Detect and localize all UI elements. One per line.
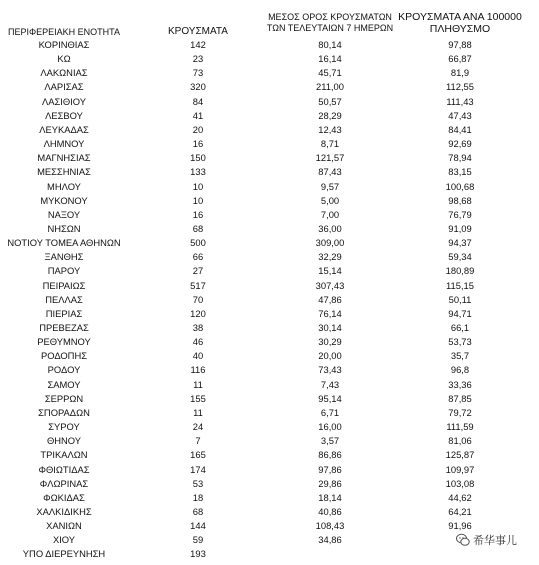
cases-cell: 18	[192, 491, 204, 503]
per100k-cell: 92,69	[448, 138, 472, 150]
region-cell: ΛΕΥΚΑΔΑΣ	[39, 123, 89, 135]
region-cell: ΛΑΣΙΘΙΟΥ	[41, 95, 87, 107]
avg-cell: 16,14	[318, 53, 342, 65]
avg-cell: 15,14	[318, 265, 342, 277]
table-row	[0, 250, 539, 264]
table-row	[0, 448, 539, 462]
avg-cell: 45,71	[318, 67, 342, 79]
per100k-cell: 64,21	[448, 505, 472, 517]
per100k-cell: 112,55	[446, 81, 474, 93]
cases-cell: 38	[192, 322, 204, 333]
per100k-cell: 78,94	[448, 152, 472, 164]
avg-cell: 47,86	[318, 293, 342, 305]
header-region: ΠΕΡΙΦΕΡΕΙΑΚΗ ΕΝΟΤΗΤΑ	[7, 27, 121, 37]
avg-cell: 307,43	[315, 279, 345, 291]
avg-cell: 121,57	[315, 152, 345, 164]
header-per100k-line2: ΠΛΗΘΥΣΜΟ	[429, 23, 491, 35]
avg-cell: 9,57	[320, 180, 340, 192]
avg-cell: 34,86	[318, 534, 342, 546]
cases-cell: 46	[192, 336, 204, 348]
table-row	[0, 335, 539, 349]
per100k-cell: 81,9	[450, 67, 470, 79]
avg-cell: 50,57	[318, 95, 342, 107]
cases-cell: 517	[190, 279, 206, 291]
per100k-cell: 103,08	[445, 477, 475, 489]
avg-cell: 6,71	[320, 406, 340, 418]
region-cell: ΦΘΙΩΤΙΔΑΣ	[38, 463, 90, 475]
region-cell: ΝΗΣΩΝ	[47, 222, 81, 234]
table-row	[0, 80, 539, 94]
region-cell: ΠΕΛΛΑΣ	[45, 293, 83, 305]
cases-cell: 500	[190, 237, 206, 249]
per100k-cell: 66,1	[450, 322, 470, 333]
cases-cell: 41	[192, 109, 204, 121]
per100k-cell: 83,15	[448, 166, 472, 178]
cases-cell: 16	[192, 208, 204, 220]
per100k-cell: 94,37	[448, 237, 472, 249]
table-row	[0, 264, 539, 278]
table-row	[0, 123, 539, 137]
cases-cell: 24	[192, 421, 204, 433]
watermark	[456, 531, 536, 549]
table-row	[0, 66, 539, 80]
cases-cell: 142	[190, 39, 206, 50]
table-row	[0, 165, 539, 179]
per100k-cell: 111,59	[446, 421, 474, 433]
cases-cell: 10	[192, 180, 204, 192]
per100k-cell: 76,79	[448, 208, 472, 220]
per100k-cell: 91,96	[448, 520, 472, 532]
watermark-text: 希华事儿	[473, 535, 517, 547]
avg-cell: 12,43	[318, 123, 342, 135]
table-row	[0, 378, 539, 392]
per100k-cell: 97,88	[448, 39, 472, 50]
cases-cell: 144	[190, 520, 206, 532]
per100k-cell: 87,85	[448, 392, 472, 404]
per100k-cell: 81,06	[448, 435, 472, 447]
per100k-cell: 125,87	[445, 449, 475, 461]
cases-cell: 20	[192, 123, 204, 135]
cases-cell: 53	[192, 477, 204, 489]
table-row	[0, 392, 539, 406]
per100k-cell: 180,89	[445, 265, 475, 277]
header-per100k	[395, 11, 525, 35]
region-cell: ΛΑΡΙΣΑΣ	[44, 81, 84, 93]
region-cell: ΦΛΩΡΙΝΑΣ	[39, 477, 89, 489]
region-cell: ΧΑΝΙΩΝ	[46, 520, 82, 532]
region-cell: ΡΕΘΥΜΝΟΥ	[37, 336, 91, 348]
table-row	[0, 420, 539, 434]
table-row	[0, 505, 539, 519]
per100k-cell: 115,15	[446, 279, 474, 291]
region-cell: ΛΑΚΩΝΙΑΣ	[40, 67, 88, 79]
cases-cell: 150	[190, 152, 206, 164]
region-cell: ΝΟΤΙΟΥ ΤΟΜΕΑ ΑΘΗΝΩΝ	[7, 237, 121, 249]
wechat-icon	[456, 533, 470, 547]
table-row	[0, 477, 539, 491]
table-row	[0, 222, 539, 236]
avg-cell: 16,00	[318, 421, 342, 433]
region-cell: ΚΟΡΙΝΘΙΑΣ	[38, 39, 90, 50]
cases-cell: 23	[192, 53, 204, 65]
avg-cell: 28,29	[318, 109, 342, 121]
region-cell: ΡΟΔΟΥ	[47, 364, 81, 376]
header-per100k-line1: ΚΡΟΥΣΜΑΤΑ ΑΝΑ 100000	[398, 11, 522, 23]
per100k-cell: 109,97	[445, 463, 475, 475]
region-cell: ΣΕΡΡΩΝ	[44, 392, 84, 404]
cases-cell: 10	[192, 194, 204, 206]
avg-cell: 87,43	[318, 166, 342, 178]
per100k-cell: 59,34	[448, 251, 472, 263]
avg-cell: 95,14	[318, 392, 342, 404]
per100k-cell: 111,43	[446, 95, 474, 107]
per100k-cell: 79,72	[448, 406, 472, 418]
per100k-cell: 84,41	[448, 123, 472, 135]
avg-cell: 18,14	[318, 491, 342, 503]
cases-cell: 70	[192, 293, 204, 305]
avg-cell: 30,14	[318, 322, 342, 333]
table-row	[0, 434, 539, 448]
region-cell: ΠΡΕΒΕΖΑΣ	[39, 322, 89, 333]
avg-cell: 211,00	[316, 81, 344, 93]
table-row	[0, 406, 539, 420]
avg-cell: 76,14	[318, 307, 342, 319]
region-cell: ΛΗΜΝΟΥ	[43, 138, 85, 150]
cases-cell: 16	[192, 138, 204, 150]
table-row	[0, 547, 539, 561]
cases-cell: 320	[190, 81, 206, 93]
cases-cell: 133	[190, 166, 206, 178]
avg-cell: 73,43	[318, 364, 342, 376]
per100k-cell: 33,36	[448, 378, 472, 390]
avg-cell: 8,71	[320, 138, 340, 150]
avg-cell: 5,00	[320, 194, 340, 206]
region-cell: ΧΙΟΥ	[52, 534, 76, 546]
region-cell: ΜΕΣΣΗΝΙΑΣ	[37, 166, 91, 178]
cases-cell: 193	[190, 548, 206, 560]
avg-cell: 97,86	[318, 463, 342, 475]
per100k-cell: 91,09	[448, 222, 472, 234]
header-avg-line1: ΜΕΣΟΣ ΟΡΟΣ ΚΡΟΥΣΜΑΤΩΝ	[268, 12, 392, 22]
region-cell: ΦΩΚΙΔΑΣ	[43, 491, 85, 503]
region-cell: ΤΡΙΚΑΛΩΝ	[40, 449, 88, 461]
table-row	[0, 236, 539, 250]
avg-cell: 7,00	[320, 208, 340, 220]
region-cell: ΣΑΜΟΥ	[47, 378, 81, 390]
avg-cell: 32,29	[318, 251, 342, 263]
region-cell: ΣΠΟΡΑΔΩΝ	[38, 406, 90, 418]
avg-cell: 86,86	[318, 449, 342, 461]
avg-cell: 3,57	[320, 435, 340, 447]
per100k-cell: 100,68	[445, 180, 475, 192]
region-cell: ΥΠΟ ΔΙΕΡΕΥΝΗΣΗ	[22, 548, 106, 560]
avg-cell: 7,43	[320, 378, 340, 390]
table-row	[0, 293, 539, 307]
table-row	[0, 52, 539, 66]
cases-cell: 11	[193, 378, 203, 390]
header-avg	[262, 12, 398, 34]
cases-cell: 7	[195, 435, 201, 447]
cases-cell: 116	[190, 364, 206, 376]
region-cell: ΚΩ	[57, 53, 71, 65]
header-cases: ΚΡΟΥΣΜΑΤΑ	[168, 26, 228, 37]
cases-cell: 68	[192, 505, 204, 517]
per100k-cell: 66,87	[448, 53, 472, 65]
cases-cell: 66	[192, 251, 204, 263]
region-cell: ΣΥΡΟΥ	[48, 421, 80, 433]
region-cell: ΘΗΝΟΥ	[46, 435, 82, 447]
cases-cell: 40	[192, 350, 204, 362]
avg-cell: 30,29	[318, 336, 342, 348]
table-row	[0, 194, 539, 208]
cases-cell: 27	[192, 265, 204, 277]
table-row	[0, 109, 539, 123]
avg-cell: 36,00	[318, 222, 342, 234]
region-cell: ΠΕΙΡΑΙΩΣ	[42, 279, 86, 291]
per100k-cell: 98,68	[448, 194, 472, 206]
cases-cell: 11	[193, 406, 203, 418]
table-row	[0, 208, 539, 222]
cases-cell: 59	[192, 534, 204, 546]
per100k-cell: 35,7	[450, 350, 470, 362]
table-row	[0, 137, 539, 151]
table-row	[0, 491, 539, 505]
region-cell: ΠΑΡΟΥ	[47, 265, 81, 277]
region-cell: ΠΙΕΡΙΑΣ	[45, 307, 83, 319]
table-row	[0, 349, 539, 363]
region-cell: ΧΑΛΚΙΔΙΚΗΣ	[36, 505, 92, 517]
table-row	[0, 463, 539, 477]
table-row	[0, 307, 539, 321]
per100k-cell: 47,43	[448, 109, 472, 121]
table-row	[0, 180, 539, 194]
cases-cell: 165	[190, 449, 206, 461]
per100k-cell: 53,73	[448, 336, 472, 348]
cases-cell: 120	[190, 307, 206, 319]
header-avg-line2: ΤΩΝ ΤΕΛΕΥΤΑΙΩΝ 7 ΗΜΕΡΩΝ	[266, 23, 394, 33]
cases-cell: 155	[190, 392, 206, 404]
avg-cell: 40,86	[318, 505, 342, 517]
avg-cell: 20,00	[318, 350, 342, 362]
table-row	[0, 321, 539, 335]
per100k-cell: 96,8	[450, 364, 470, 376]
per100k-cell: 44,62	[448, 491, 472, 503]
avg-cell: 29,86	[318, 477, 342, 489]
region-cell: ΜΥΚΟΝΟΥ	[40, 194, 88, 206]
cases-cell: 68	[192, 222, 204, 234]
table-row	[0, 363, 539, 377]
avg-cell: 309,00	[315, 237, 345, 249]
avg-cell: 108,43	[315, 520, 345, 532]
region-cell: ΞΑΝΘΗΣ	[44, 251, 84, 263]
table-row	[0, 38, 539, 52]
per100k-cell: 94,71	[448, 307, 472, 319]
region-cell: ΛΕΣΒΟΥ	[45, 109, 83, 121]
cases-cell: 174	[190, 463, 206, 475]
region-cell: ΜΑΓΝΗΣΙΑΣ	[37, 152, 91, 164]
cases-cell: 84	[192, 95, 204, 107]
cases-cell: 73	[192, 67, 204, 79]
table-row	[0, 279, 539, 293]
avg-cell: 80,14	[318, 39, 342, 50]
region-cell: ΜΗΛΟΥ	[47, 180, 81, 192]
region-cell: ΡΟΔΟΠΗΣ	[40, 350, 88, 362]
region-cell: ΝΑΞΟΥ	[47, 208, 81, 220]
per100k-cell: 50,11	[448, 293, 472, 305]
table-row	[0, 95, 539, 109]
table-row	[0, 151, 539, 165]
